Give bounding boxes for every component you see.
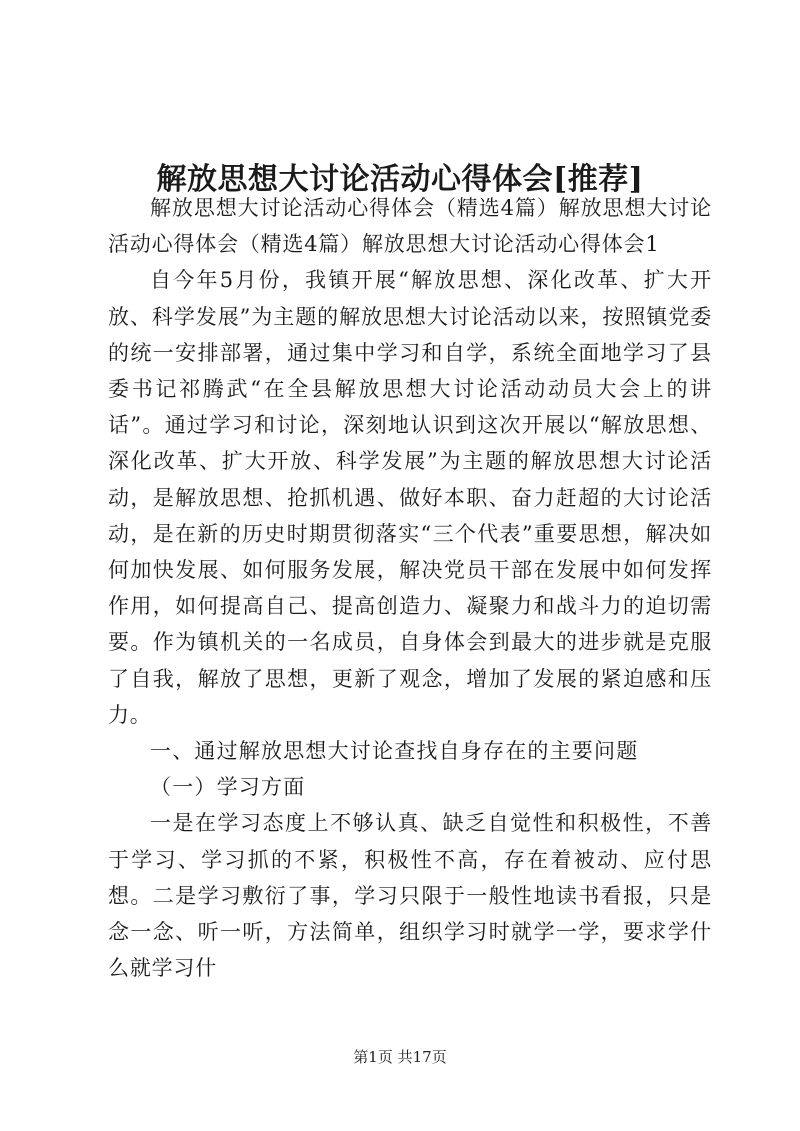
- paragraph-study: 一是在学习态度上不够认真、缺乏自觉性和积极性，不善于学习、学习抓的不紧，积极性不高，存在着被动、应付思想。二是学习敷衍了事，学习只限于一般性地读书看报，只是念一念、听一听，方法简单，组织学习时就学一学，要求学什么就学习什: [108, 811, 712, 981]
- paragraph-main: 自今年5月份，我镇开展“解放思想、深化改革、扩大开放、科学发展”为主题的解放思想大讨论活动以来，按照镇党委的统一安排部署，通过集中学习和自学，系统全面地学习了县委书记祁腾武“在全县解放思想大讨论活动动员大会上的讲话”。通过学习和讨论，深刻地认识到这次开展以“解放思想、深化改革、扩大开放、科学发展”为主题的解放思想大讨论活动，是解放思想、抢抓机遇、做好本职、奋力赶超的大讨论活动，是在新的历史时期贯彻落实“三个代表”重要思想，解决如何加快发展、如何服务发展，解决党员干部在发展中如何发挥作用，如何提高自己、提高创造力、凝聚力和战斗力的迫切需要。作为镇机关的一名成员，自身体会到最大的进步就是克服了自我，解放了思想，更新了观念，增加了发展的紧迫感和压力。: [108, 268, 712, 727]
- document-body: [108, 190, 712, 986]
- subsection-heading: （一）学习方面: [150, 775, 306, 800]
- paragraph-intro: 解放思想大讨论活动心得体会（精选4篇）解放思想大讨论活动心得体会（精选4篇）解放思想大讨论活动心得体会1: [108, 196, 712, 257]
- document-title: 解放思想大讨论活动心得体会[推荐]: [156, 162, 644, 198]
- section-heading: 一、通过解放思想大讨论查找自身存在的主要问题: [150, 739, 639, 764]
- page-footer: 第1页 共17页: [353, 1048, 447, 1066]
